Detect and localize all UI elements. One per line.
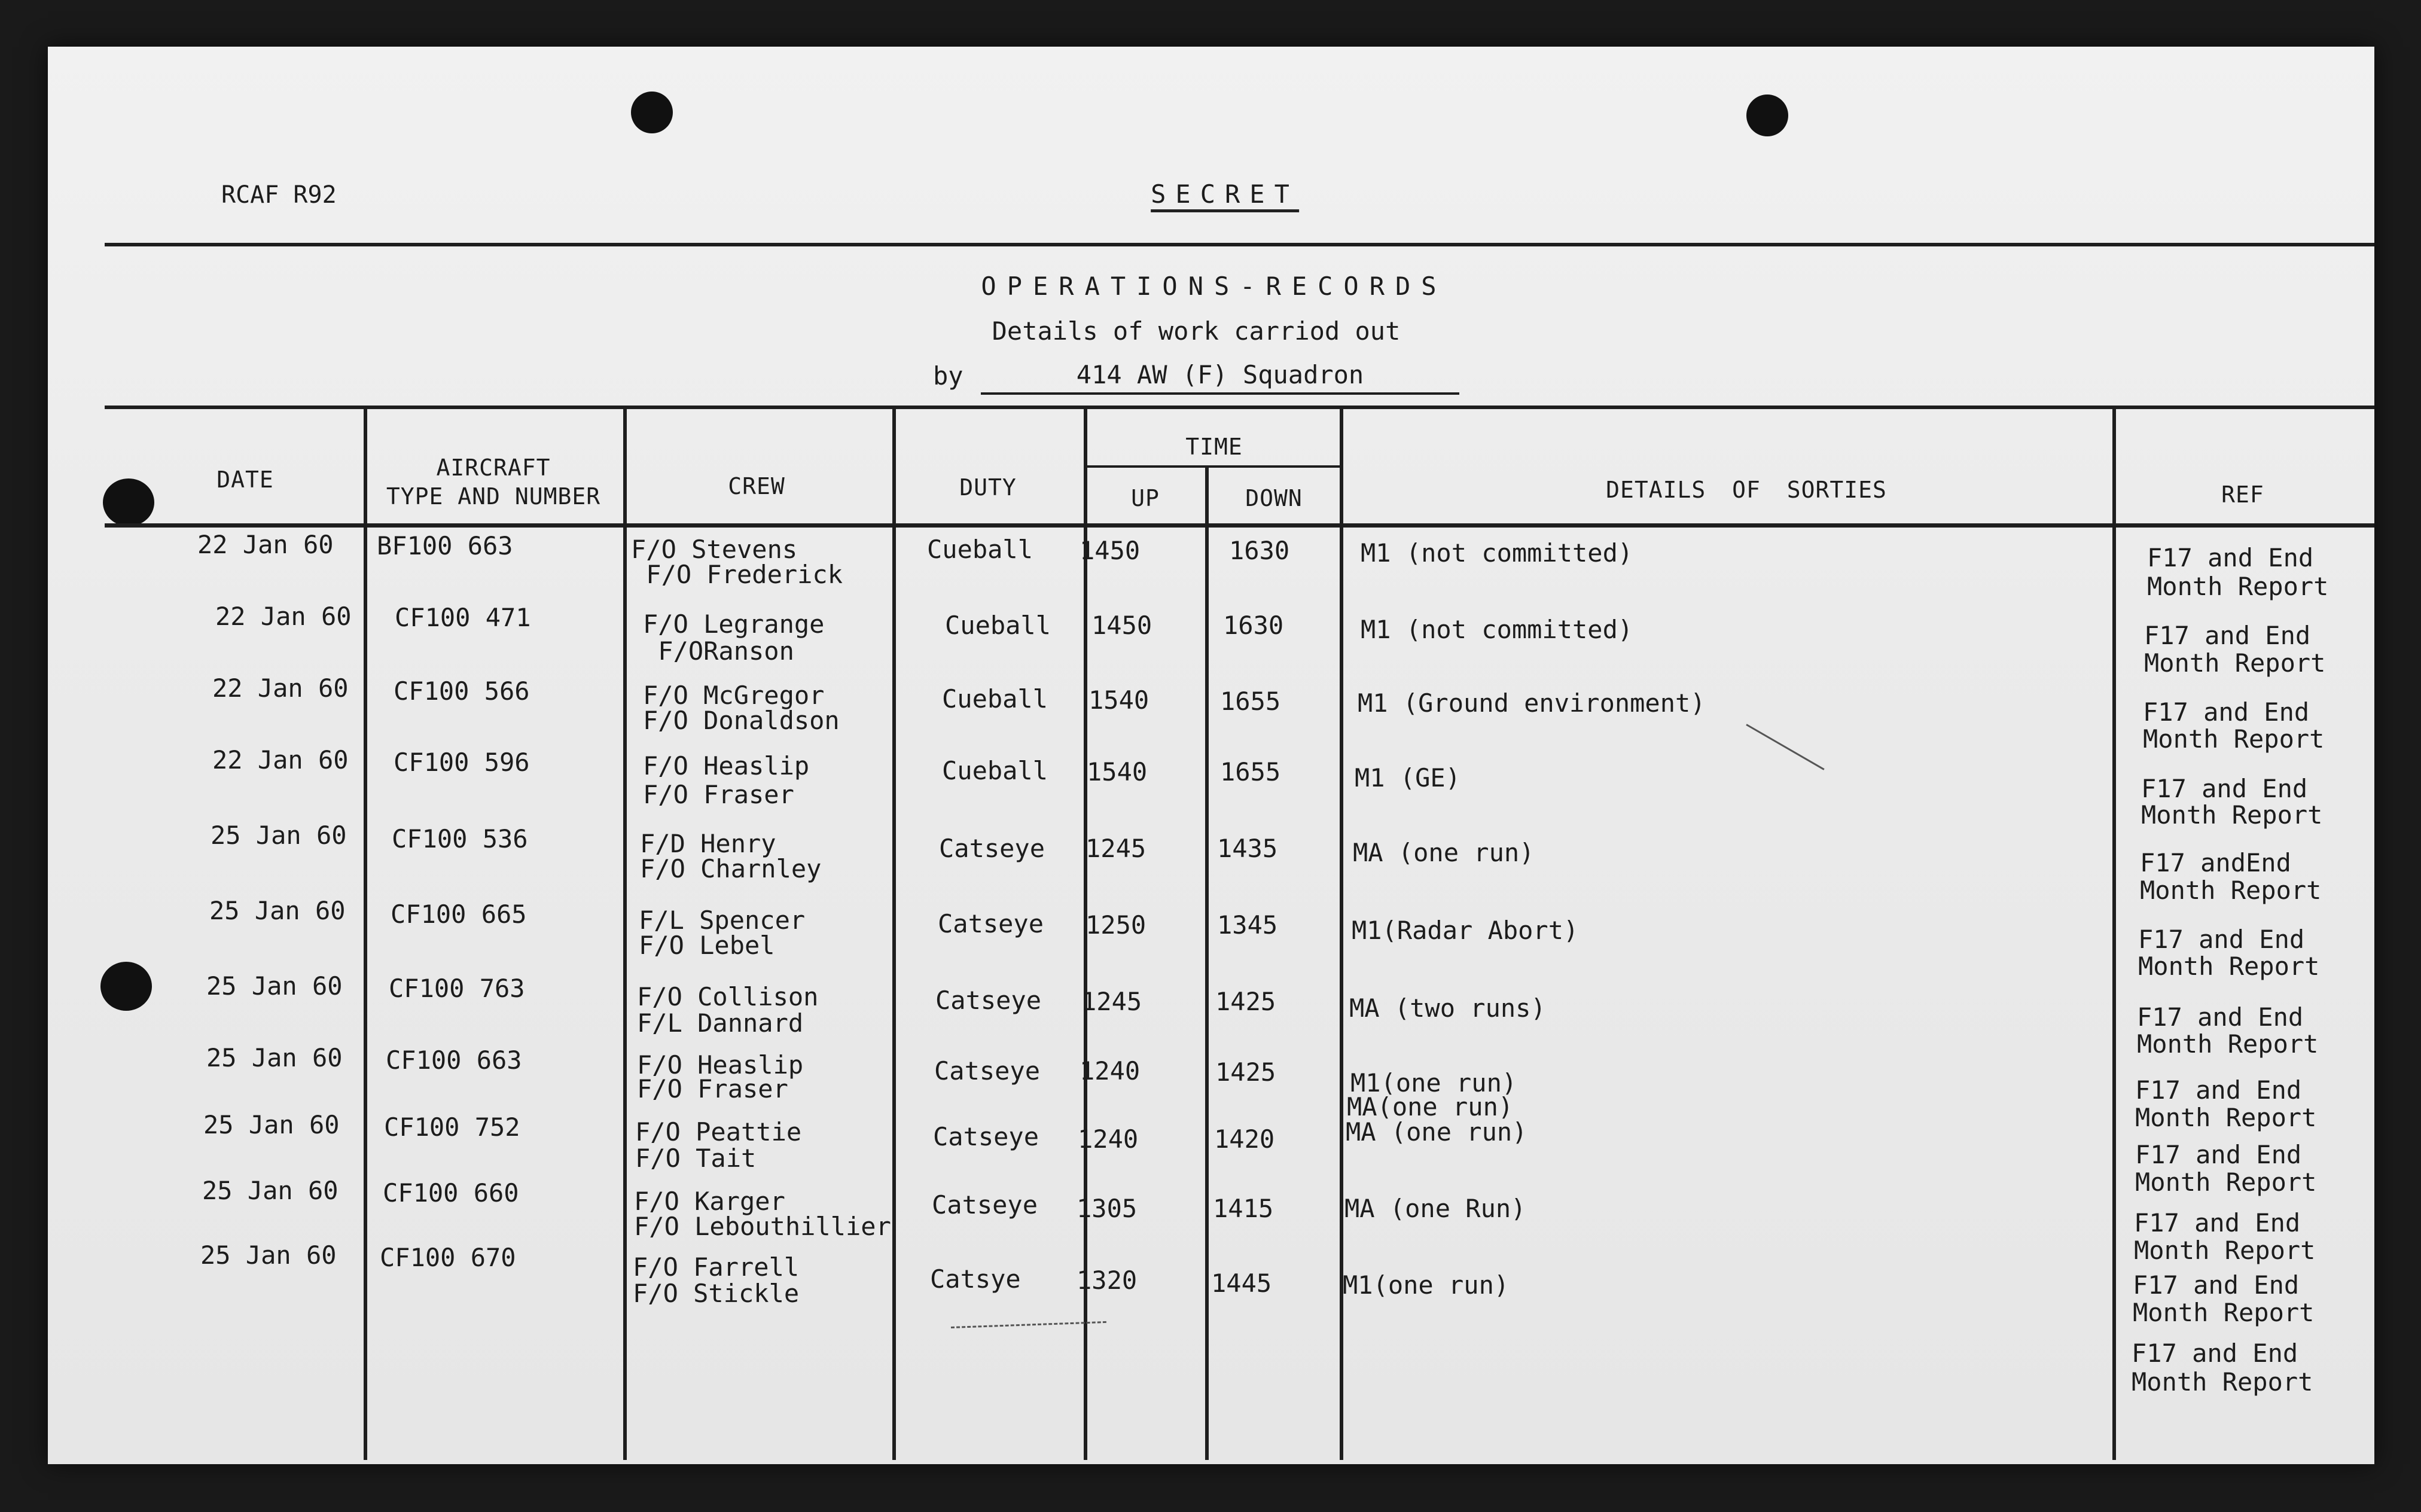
row-crew-2: F/O Tait bbox=[635, 1144, 757, 1173]
row-ref-2: Month Report bbox=[2140, 876, 2322, 905]
row-crew-1: F/O Collison bbox=[637, 982, 819, 1011]
row-details: MA (one run) bbox=[1346, 1117, 1527, 1147]
row-time-up: 1450 bbox=[1080, 536, 1141, 565]
row-crew-1: F/O Heaslip bbox=[637, 1050, 804, 1080]
row-time-up: 1240 bbox=[1080, 1056, 1141, 1086]
row-time-down: 1425 bbox=[1215, 1057, 1276, 1087]
row-details: M1(one run) bbox=[1343, 1270, 1510, 1300]
row-ref-2: Month Report bbox=[2141, 800, 2323, 830]
col-header-crew: CREW bbox=[728, 473, 785, 499]
row-details: M1(Radar Abort) bbox=[1352, 916, 1579, 945]
row-date: 22 Jan 60 bbox=[212, 745, 349, 775]
punch-hole-left-lower bbox=[100, 962, 152, 1011]
row-crew-2: F/ORanson bbox=[643, 636, 794, 666]
row-ref-1: F17 and End bbox=[2138, 925, 2305, 954]
extra-ref-1: F17 and End bbox=[2132, 1339, 2298, 1368]
row-crew-2: F/O Charnley bbox=[640, 854, 822, 883]
col-header-down: DOWN bbox=[1245, 485, 1303, 511]
col-divider-5 bbox=[1205, 465, 1209, 1460]
row-time-down: 1345 bbox=[1217, 910, 1278, 940]
row-crew-1: F/O Karger bbox=[634, 1187, 785, 1216]
table-top-rule bbox=[105, 406, 2374, 409]
row-ref-2: Month Report bbox=[2135, 1103, 2317, 1132]
col-header-up: UP bbox=[1131, 485, 1160, 511]
row-time-up: 1540 bbox=[1088, 685, 1149, 715]
row-ref-2: Month Report bbox=[2133, 1298, 2315, 1327]
row-details: M1 (not committed) bbox=[1361, 538, 1633, 568]
row-crew-2: F/L Dannard bbox=[637, 1008, 804, 1038]
row-aircraft: CF100 660 bbox=[383, 1178, 519, 1208]
classification-label: SECRET bbox=[1151, 182, 1299, 212]
punch-hole-top-right bbox=[1746, 94, 1788, 136]
row-crew-1: F/L Spencer bbox=[639, 906, 806, 935]
row-details-2: MA(one run) bbox=[1347, 1092, 1514, 1121]
row-crew-2: F/O Fraser bbox=[643, 780, 794, 809]
row-aircraft: CF100 670 bbox=[380, 1243, 516, 1272]
by-label: by bbox=[933, 361, 963, 391]
row-crew-2: F/O Frederick bbox=[631, 560, 843, 589]
row-time-down: 1445 bbox=[1211, 1269, 1272, 1298]
col-divider-7 bbox=[2112, 407, 2116, 1460]
punch-hole-top-left bbox=[631, 92, 673, 133]
row-aircraft: CF100 752 bbox=[384, 1112, 520, 1142]
row-crew-1: F/O Peattie bbox=[635, 1117, 802, 1147]
row-crew-2: F/O Donaldson bbox=[643, 706, 840, 735]
col-divider-6 bbox=[1340, 407, 1343, 1460]
row-details: MA (one run) bbox=[1353, 838, 1535, 867]
row-duty: Catseye bbox=[938, 909, 1044, 938]
row-ref-2: Month Report bbox=[2138, 952, 2320, 981]
row-ref-1: F17 and End bbox=[2134, 1208, 2301, 1237]
pen-mark-2 bbox=[951, 1321, 1106, 1328]
row-crew-1: F/O Legrange bbox=[643, 609, 825, 639]
time-subheader-rule bbox=[1086, 465, 1343, 468]
row-duty: Catseye bbox=[932, 1190, 1038, 1220]
row-duty: Cueball bbox=[945, 611, 1051, 640]
row-duty: Catseye bbox=[935, 986, 1042, 1015]
punch-hole-left-upper bbox=[103, 478, 154, 526]
row-details: M1 (not committed) bbox=[1361, 615, 1633, 644]
row-duty: Catseye bbox=[933, 1122, 1039, 1151]
row-time-up: 1245 bbox=[1081, 987, 1142, 1016]
row-duty: Catseye bbox=[934, 1056, 1041, 1086]
row-date: 22 Jan 60 bbox=[215, 602, 352, 631]
row-time-up: 1305 bbox=[1077, 1194, 1138, 1223]
row-time-up: 1540 bbox=[1087, 757, 1148, 787]
row-date: 25 Jan 60 bbox=[200, 1240, 337, 1270]
row-ref-1: F17 and End bbox=[2141, 774, 2308, 803]
unit-underline bbox=[981, 392, 1459, 395]
row-aircraft: CF100 665 bbox=[391, 900, 527, 929]
row-time-down: 1425 bbox=[1215, 987, 1276, 1016]
row-ref-2: Month Report bbox=[2134, 1236, 2316, 1265]
row-crew-1: F/O McGregor bbox=[643, 681, 825, 710]
row-time-down: 1630 bbox=[1229, 536, 1290, 565]
pen-mark bbox=[1746, 724, 1824, 770]
row-time-up: 1245 bbox=[1086, 834, 1147, 863]
row-date: 25 Jan 60 bbox=[206, 971, 343, 1001]
row-time-down: 1655 bbox=[1220, 687, 1281, 716]
operations-record-page bbox=[48, 47, 2374, 1464]
header-rule bbox=[105, 243, 2374, 246]
row-details: M1 (Ground environment) bbox=[1358, 688, 1706, 718]
row-date: 22 Jan 60 bbox=[212, 673, 349, 703]
row-aircraft: CF100 536 bbox=[392, 824, 528, 853]
row-time-down: 1655 bbox=[1220, 757, 1281, 787]
row-time-down: 1435 bbox=[1217, 834, 1278, 863]
row-time-up: 1250 bbox=[1086, 910, 1147, 940]
row-ref-2: Month Report bbox=[2137, 1029, 2319, 1059]
col-header-ref: REF bbox=[2221, 481, 2264, 508]
row-ref-2: Month Report bbox=[2147, 572, 2329, 601]
row-details: MA (two runs) bbox=[1349, 993, 1546, 1023]
col-header-aircraft-1: AIRCRAFT bbox=[436, 455, 551, 481]
row-duty: Cueball bbox=[942, 756, 1048, 785]
row-time-up: 1450 bbox=[1091, 611, 1152, 640]
row-date: 25 Jan 60 bbox=[211, 821, 347, 850]
row-duty: Cueball bbox=[942, 684, 1048, 714]
row-ref-2: Month Report bbox=[2143, 724, 2325, 754]
row-duty: Cueball bbox=[927, 535, 1033, 564]
row-crew-2: F/O Lebel bbox=[639, 931, 775, 960]
row-ref-2: Month Report bbox=[2144, 648, 2326, 678]
row-ref-1: F17 and End bbox=[2144, 621, 2311, 650]
row-crew-1: F/O Stevens bbox=[631, 535, 798, 564]
col-header-details: DETAILS OF SORTIES bbox=[1606, 477, 1887, 503]
row-crew-1: F/O Farrell bbox=[633, 1252, 800, 1282]
row-date: 25 Jan 60 bbox=[202, 1176, 339, 1205]
col-divider-2 bbox=[623, 407, 627, 1460]
row-crew-2: F/O Stickle bbox=[633, 1279, 800, 1308]
row-time-down: 1415 bbox=[1213, 1194, 1274, 1223]
row-aircraft: CF100 596 bbox=[394, 748, 530, 777]
row-duty: Catseye bbox=[939, 834, 1045, 863]
row-details: M1(one run) bbox=[1350, 1068, 1517, 1098]
unit-name: 414 AW (F) Squadron bbox=[1076, 360, 1364, 389]
row-ref-2: Month Report bbox=[2135, 1167, 2317, 1197]
row-crew-1: F/O Heaslip bbox=[643, 751, 810, 781]
row-details: MA (one Run) bbox=[1344, 1194, 1526, 1223]
form-subtitle: Details of work carriod out bbox=[992, 316, 1401, 346]
row-ref-1: F17 and End bbox=[2133, 1270, 2300, 1300]
extra-ref-2: Month Report bbox=[2132, 1367, 2313, 1397]
col-header-date: DATE bbox=[217, 467, 274, 493]
row-date: 25 Jan 60 bbox=[203, 1110, 340, 1139]
row-time-up: 1240 bbox=[1078, 1124, 1139, 1154]
row-crew-2: F/O Fraser bbox=[637, 1074, 788, 1103]
row-time-up: 1320 bbox=[1077, 1266, 1138, 1295]
row-ref-1: F17 and End bbox=[2135, 1140, 2302, 1169]
table-header-rule bbox=[105, 523, 2374, 528]
form-code: RCAF R92 bbox=[221, 181, 337, 209]
row-time-down: 1420 bbox=[1214, 1124, 1275, 1154]
col-header-time: TIME bbox=[1185, 434, 1243, 460]
row-date: 25 Jan 60 bbox=[209, 896, 346, 925]
row-aircraft: CF100 471 bbox=[395, 603, 531, 632]
row-ref-1: F17 and End bbox=[2143, 697, 2310, 727]
row-duty: Catsye bbox=[930, 1264, 1021, 1294]
row-time-down: 1630 bbox=[1223, 611, 1284, 640]
row-aircraft: BF100 663 bbox=[377, 531, 513, 560]
col-header-aircraft-2: TYPE AND NUMBER bbox=[386, 483, 601, 510]
row-details: M1 (GE) bbox=[1355, 763, 1461, 792]
row-ref-1: F17 and End bbox=[2147, 543, 2314, 572]
col-header-duty: DUTY bbox=[959, 474, 1017, 501]
col-divider-3 bbox=[892, 407, 896, 1460]
row-crew-2: F/O Lebouthillier bbox=[634, 1212, 891, 1241]
row-ref-1: F17 and End bbox=[2137, 1002, 2304, 1032]
form-title: OPERATIONS-RECORDS bbox=[981, 272, 1447, 301]
col-divider-1 bbox=[364, 407, 367, 1460]
row-ref-1: F17 andEnd bbox=[2140, 848, 2291, 877]
row-ref-1: F17 and End bbox=[2135, 1075, 2302, 1105]
row-date: 22 Jan 60 bbox=[197, 530, 334, 559]
row-aircraft: CF100 763 bbox=[389, 974, 525, 1003]
row-aircraft: CF100 663 bbox=[386, 1045, 522, 1075]
row-date: 25 Jan 60 bbox=[206, 1043, 343, 1072]
row-crew-1: F/D Henry bbox=[640, 829, 776, 858]
row-aircraft: CF100 566 bbox=[394, 676, 530, 706]
